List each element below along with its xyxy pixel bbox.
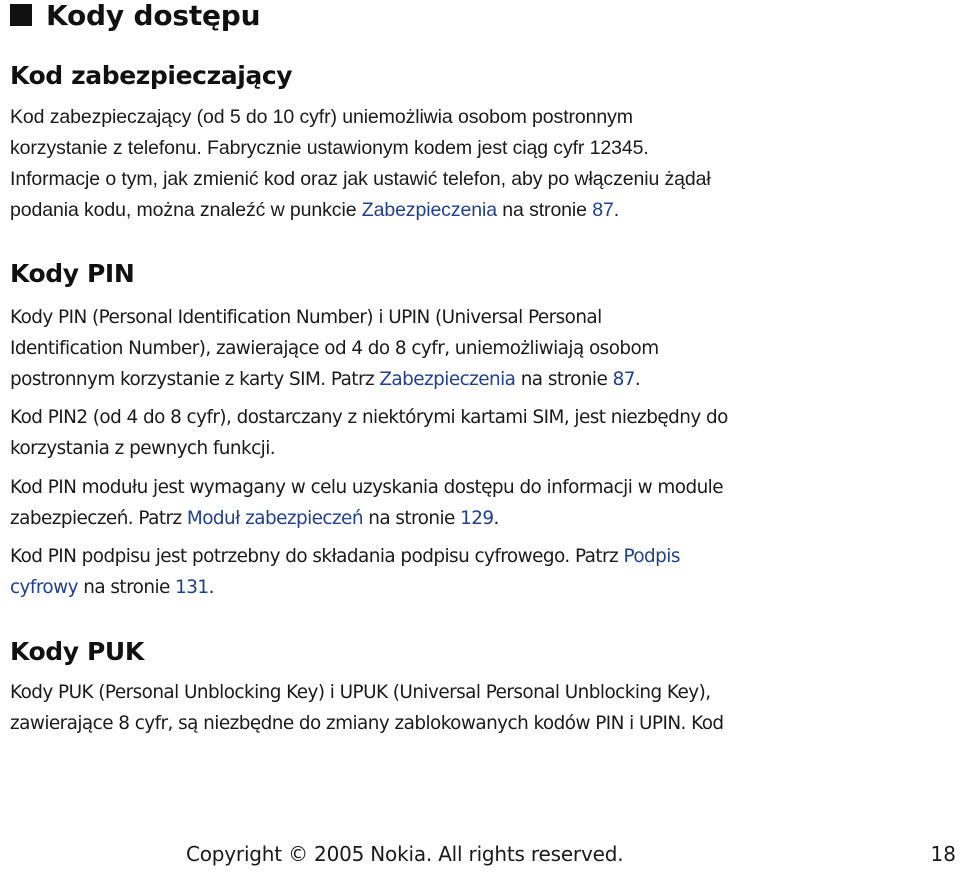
text-fragment: na stronie <box>77 577 176 598</box>
link-zabezpieczenia[interactable]: Zabezpieczenia <box>379 369 516 390</box>
text-line: Kod PIN podpisu jest potrzebny do składania podpisu cyfrowego. Patrz <box>10 546 624 567</box>
paragraph-module-pin <box>10 472 950 534</box>
text-line: Kody PUK (Personal Unblocking Key) i UPUK (Universal Personal Unblocking Key), <box>10 682 711 703</box>
heading-kody-puk: Kody PUK <box>10 637 144 666</box>
text-line: postronnym korzystanie z karty SIM. Patrz <box>10 369 380 390</box>
text-line: zawierające 8 cyfr, są niezbędne do zmiany zablokowanych kodów PIN i UPIN. Kod <box>10 713 724 734</box>
link-podpis-cyfrowy-continued[interactable]: cyfrowy <box>10 577 78 598</box>
page-number: 18 <box>930 842 956 866</box>
text-fragment: na stronie <box>496 199 593 221</box>
copyright-footer: Copyright © 2005 Nokia. All rights reserved. <box>186 842 624 866</box>
link-page-87[interactable]: 87 <box>592 199 614 221</box>
text-line: Kod zabezpieczający (od 5 do 10 cyfr) uniemożliwia osobom postronnym <box>10 106 633 128</box>
paragraph-puk-codes <box>10 677 950 739</box>
link-page-131[interactable]: 131 <box>175 577 209 598</box>
text-fragment: . <box>613 199 620 221</box>
page-title-row <box>10 0 260 30</box>
text-fragment: . <box>208 577 214 598</box>
paragraph-signing-pin <box>10 541 950 603</box>
link-podpis-cyfrowy[interactable]: Podpis <box>623 546 680 567</box>
paragraph-pin-codes <box>10 302 950 395</box>
link-page-87[interactable]: 87 <box>612 369 635 390</box>
paragraph-security-code <box>10 102 950 226</box>
text-line: Informacje o tym, jak zmienić kod oraz jak ustawić telefon, aby po włączeniu żądał <box>10 168 711 190</box>
heading-kod-zabezpieczajacy: Kod zabezpieczający <box>10 61 293 90</box>
text-line: podania kodu, można znaleźć w punkcie <box>10 199 362 221</box>
text-line: korzystania z pewnych funkcji. <box>10 438 276 459</box>
text-fragment: na stronie <box>515 369 613 390</box>
text-fragment: na stronie <box>362 508 461 529</box>
text-line: zabezpieczeń. Patrz <box>10 508 187 529</box>
text-line: Identification Number), zawierające od 4 do 8 cyfr, uniemożliwiają osobom <box>10 338 659 359</box>
text-line: Kod PIN2 (od 4 do 8 cyfr), dostarczany z niektórymi kartami SIM, jest niezbędny do <box>10 407 728 428</box>
text-line: korzystanie z telefonu. Fabrycznie ustawionym kodem jest ciąg cyfr 12345. <box>10 137 649 159</box>
page-title: Kody dostępu <box>46 0 261 32</box>
text-fragment: . <box>634 369 641 390</box>
text-line: Kod PIN modułu jest wymagany w celu uzyskania dostępu do informacji w module <box>10 477 724 498</box>
paragraph-pin2 <box>10 402 950 464</box>
square-bullet-icon <box>10 4 32 26</box>
text-line: Kody PIN (Personal Identification Number) i UPIN (Universal Personal <box>10 307 602 328</box>
link-page-129[interactable]: 129 <box>460 508 494 529</box>
link-modul-zabezpieczen[interactable]: Moduł zabezpieczeń <box>186 508 363 529</box>
link-zabezpieczenia[interactable]: Zabezpieczenia <box>361 199 497 221</box>
heading-kody-pin: Kody PIN <box>10 259 135 288</box>
text-fragment: . <box>493 508 499 529</box>
